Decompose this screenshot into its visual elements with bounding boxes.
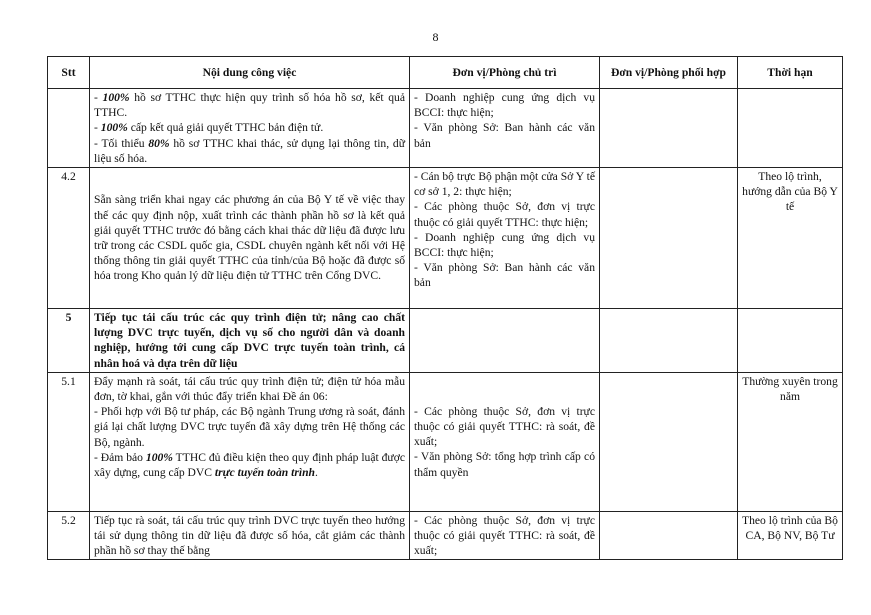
lead-line: - Các phòng thuộc Sở, đơn vị trực thuộc có giải quyết TTHC: rà soát, đề xuất; bbox=[414, 513, 595, 558]
stt-cell: 5.1 bbox=[48, 372, 90, 511]
table-row bbox=[48, 372, 843, 511]
table-row bbox=[48, 511, 843, 560]
lead-line: - Doanh nghiệp cung ứng dịch vụ BCCI: thực hiện; bbox=[414, 230, 595, 260]
content-cell bbox=[90, 372, 410, 511]
lead-line: - Văn phòng Sở: Ban hành các văn bản bbox=[414, 261, 595, 290]
lead-unit-cell bbox=[410, 309, 600, 373]
stt-cell: 4.2 bbox=[48, 168, 90, 309]
content-cell: Tiếp tục rà soát, tái cấu trúc quy trình DVC trực tuyến theo hướng tái sử dụng thông tin dữ liệu đã được số hóa, cắt giảm các thành phần hồ sơ thay thế bằng bbox=[90, 511, 410, 560]
header-deadline: Thời hạn bbox=[738, 57, 843, 89]
content-cell: Sẵn sàng triển khai ngay các phương án của Bộ Y tế về việc thay thế các quy định nộp, xuất trình các thành phần hồ sơ là kết quả giải quyết TTHC trước đó bằng cách khai thác dữ liệu đã được lưu trữ trong các CSDL quốc gia, CSDL chuyên ngành kết nối với Hệ thống thông tin giải quyết TTHC của tỉnh/của Bộ hoặc đã được số hóa trong Kho quản lý dữ liệu điện tử TTHC trên Cổng DVC. bbox=[90, 168, 410, 309]
content-cell: Tiếp tục tái cấu trúc các quy trình điện tử; nâng cao chất lượng DVC trực tuyến, dịch vụ số cho người dân và doanh nghiệp, hướng tới cung cấp DVC trực tuyến toàn trình, cá nhân hoá và dựa trên dữ liệu bbox=[90, 309, 410, 373]
lead-unit-cell bbox=[410, 168, 600, 309]
coordinating-unit-cell bbox=[600, 168, 738, 309]
deadline-cell: Thường xuyên trong năm bbox=[738, 372, 843, 511]
stt-cell: 5.2 bbox=[48, 511, 90, 560]
header-coordinating-unit: Đơn vị/Phòng phối hợp bbox=[600, 57, 738, 89]
content-line: Đẩy mạnh rà soát, tái cấu trúc quy trình điện tử; điện tử hóa mẫu đơn, tờ khai, gắn với thúc đẩy triển khai Đề án 06: bbox=[94, 374, 405, 404]
content-line: - 100% cấp kết quả giải quyết TTHC bản điện tử. bbox=[94, 121, 324, 135]
table-row bbox=[48, 89, 843, 168]
table-header-row bbox=[48, 57, 843, 89]
page-number: 8 bbox=[432, 30, 439, 44]
lead-unit-cell bbox=[410, 89, 600, 168]
lead-line: - Các phòng thuộc Sở, đơn vị trực thuộc có giải quyết TTHC: thực hiện; bbox=[414, 200, 595, 229]
header-content: Nội dung công việc bbox=[90, 57, 410, 89]
content-line: - Đảm bảo 100% TTHC đủ điều kiện theo quy định pháp luật được xây dựng, cung cấp DVC trực tuyến toàn trình. bbox=[94, 450, 405, 480]
table-row bbox=[48, 168, 843, 309]
coordinating-unit-cell bbox=[600, 309, 738, 373]
lead-line: - Văn phòng Sở: Ban hành các văn bản bbox=[414, 121, 595, 150]
deadline-cell bbox=[738, 89, 843, 168]
task-table bbox=[47, 56, 843, 560]
lead-line: - Văn phòng Sở: tổng hợp trình cấp có thẩm quyền bbox=[414, 450, 595, 479]
deadline-cell: Theo lộ trình của Bộ CA, Bộ NV, Bộ Tư bbox=[738, 511, 843, 560]
lead-line: - Các phòng thuộc Sở, đơn vị trực thuộc có giải quyết TTHC: rà soát, đề xuất; bbox=[414, 404, 595, 449]
stt-cell bbox=[48, 89, 90, 168]
lead-line: - Doanh nghiệp cung ứng dịch vụ BCCI: thực hiện; bbox=[414, 91, 595, 120]
coordinating-unit-cell bbox=[600, 89, 738, 168]
content-line: - Phối hợp với Bộ tư pháp, các Bộ ngành Trung ương rà soát, đánh giá lại chất lượng DVC trực tuyến đã xây dựng trên Hệ thống các Bộ, ngành. bbox=[94, 405, 405, 449]
content-line: - 100% hồ sơ TTHC thực hiện quy trình số hóa hồ sơ, kết quả TTHC. bbox=[94, 91, 405, 120]
lead-line: - Cán bộ trực Bộ phận một cửa Sở Y tế cơ sở 1, 2: thực hiện; bbox=[414, 170, 595, 199]
lead-unit-cell bbox=[410, 511, 600, 560]
lead-unit-cell bbox=[410, 372, 600, 511]
stt-cell: 5 bbox=[48, 309, 90, 373]
deadline-cell bbox=[738, 309, 843, 373]
header-lead-unit: Đơn vị/Phòng chủ trì bbox=[410, 57, 600, 89]
content-cell bbox=[90, 89, 410, 168]
coordinating-unit-cell bbox=[600, 372, 738, 511]
table-row bbox=[48, 309, 843, 373]
coordinating-unit-cell bbox=[600, 511, 738, 560]
content-line: - Tối thiểu 80% hồ sơ TTHC khai thác, sử dụng lại thông tin, dữ liệu số hóa. bbox=[94, 136, 405, 165]
deadline-cell: Theo lộ trình, hướng dẫn của Bộ Y tế bbox=[738, 168, 843, 309]
header-stt: Stt bbox=[48, 57, 90, 89]
